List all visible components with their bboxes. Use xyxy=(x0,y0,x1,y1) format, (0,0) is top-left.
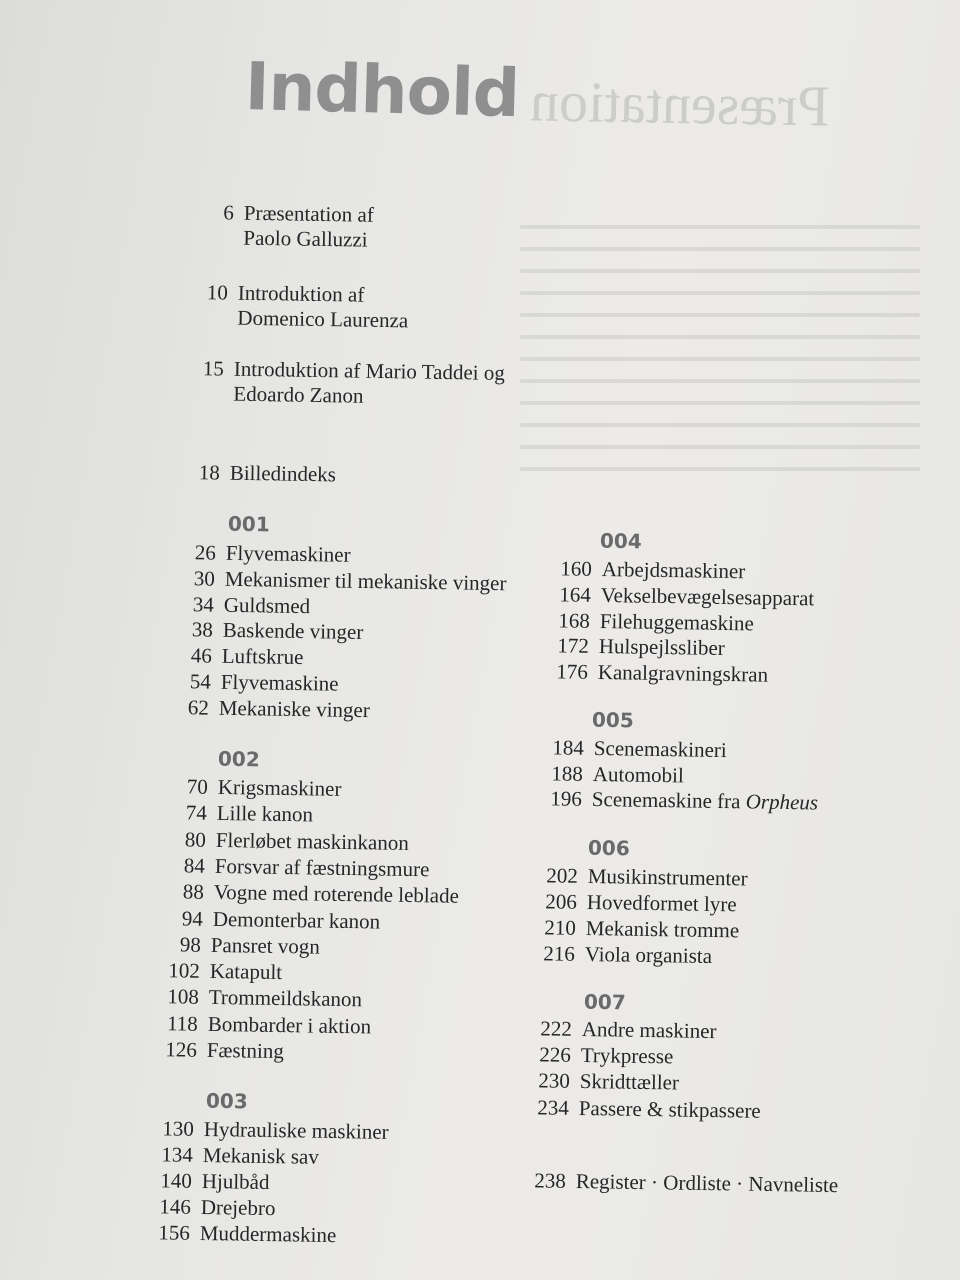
entry-title: Hovedformet lyre xyxy=(586,889,737,917)
page-number: 118 xyxy=(166,1010,199,1036)
toc-intro-entry xyxy=(189,356,505,411)
page-number: 70 xyxy=(186,774,208,799)
page-number: 74 xyxy=(185,800,207,826)
entry-title: Hydrauliske maskiner xyxy=(203,1116,389,1144)
entry-title: Mekaniske vinger xyxy=(219,695,371,722)
toc-entry xyxy=(169,695,370,723)
section-number: 005 xyxy=(591,707,634,733)
page-number: 62 xyxy=(188,695,210,720)
entry-title: Register · Ordliste · Navneliste xyxy=(575,1168,839,1198)
toc-entry xyxy=(139,1168,269,1195)
toc-entry xyxy=(155,879,458,909)
toc-entry xyxy=(536,633,724,661)
entry-title-line: Paolo Galluzzi xyxy=(243,225,368,252)
toc-entry xyxy=(140,1142,318,1170)
toc-entry xyxy=(156,853,429,882)
toc-intro-entry xyxy=(186,460,337,487)
page-number: 188 xyxy=(551,760,583,786)
toc-entry xyxy=(154,906,380,935)
entry-title: Mekanismer til mekaniske vinger xyxy=(224,566,507,596)
page-number: 130 xyxy=(162,1116,194,1141)
entry-title-line: Domenico Laurenza xyxy=(237,305,409,333)
toc-entry xyxy=(158,800,313,827)
page-number: 88 xyxy=(182,879,204,904)
entry-title: Trommeildskanon xyxy=(208,985,363,1012)
page-number: 102 xyxy=(168,958,201,983)
toc-entry xyxy=(516,1095,760,1124)
toc-entry xyxy=(530,761,683,788)
entry-title: Scenemaskine fra xyxy=(591,786,741,814)
toc-intro-entry xyxy=(199,200,374,253)
toc-entry xyxy=(138,1194,275,1221)
page-number: 126 xyxy=(165,1037,197,1062)
toc-entry xyxy=(540,556,746,584)
page-number: 134 xyxy=(161,1142,193,1167)
page-number: 234 xyxy=(536,1094,569,1120)
toc-entry xyxy=(529,786,818,816)
page-number: 202 xyxy=(546,863,578,888)
page-number: 54 xyxy=(189,669,211,694)
section-number: 004 xyxy=(599,528,642,554)
entry-title: Krigsmaskiner xyxy=(217,774,342,801)
page-number: 176 xyxy=(555,659,588,685)
entry-title: Hjulbåd xyxy=(201,1168,270,1195)
toc-entry xyxy=(142,1116,389,1145)
toc-entry xyxy=(152,958,283,985)
entry-title-italic: Orpheus xyxy=(745,789,819,815)
entry-title-line: Billedindeks xyxy=(229,460,337,487)
toc-entry xyxy=(537,608,753,636)
page-number: 210 xyxy=(543,915,576,940)
entry-title: Pansret vogn xyxy=(211,932,321,959)
page-number: 184 xyxy=(552,735,584,760)
entry-title: Vogne med roterende leblade xyxy=(213,880,459,908)
page-number: 108 xyxy=(167,984,200,1010)
entry-title: Kanalgravningskran xyxy=(597,660,768,687)
page-number: 168 xyxy=(557,607,590,633)
entry-title: Vekselbevægelsesapparat xyxy=(600,582,815,611)
show-through-text xyxy=(520,225,920,489)
page-number: 172 xyxy=(556,633,589,659)
entry-title: Flyvemaskiner xyxy=(225,540,351,567)
page-title: Indhold xyxy=(243,48,520,133)
toc-entry xyxy=(153,932,320,960)
entry-title-line: Edoardo Zanon xyxy=(233,381,364,408)
entry-title: Luftskrue xyxy=(221,643,304,670)
page-number: 196 xyxy=(549,786,582,811)
entry-title: Viola organista xyxy=(584,941,712,968)
entry-title: Automobil xyxy=(592,761,684,787)
toc-entry xyxy=(137,1220,336,1248)
entry-title xyxy=(233,357,505,411)
entry-title: Flerløbet maskinkanon xyxy=(215,827,409,855)
entry-title-line: Præsentation af xyxy=(243,200,375,227)
section-number: 006 xyxy=(587,835,630,861)
toc-entry xyxy=(522,941,712,969)
toc-entry xyxy=(172,617,363,645)
toc-entry-register xyxy=(514,1168,839,1198)
entry-title: Fæstning xyxy=(206,1037,285,1064)
entry-title: Musikinstrumenter xyxy=(587,863,748,891)
toc-entry xyxy=(171,643,303,670)
section-number: 001 xyxy=(227,511,270,537)
toc-entry xyxy=(535,659,768,688)
entry-title: Hulspejlssliber xyxy=(598,634,725,661)
page-number: 238 xyxy=(534,1168,566,1193)
page-number: 84 xyxy=(183,853,205,878)
entry-title: Lille kanon xyxy=(216,801,314,827)
page-number: 6 xyxy=(223,200,234,225)
toc-entry xyxy=(538,582,814,611)
entry-title: Andre maskiner xyxy=(581,1016,717,1044)
page-number: 140 xyxy=(159,1168,192,1193)
page-number: 18 xyxy=(198,460,220,485)
entry-title: Demonterbar kanon xyxy=(212,906,380,934)
page-number: 26 xyxy=(194,540,216,565)
page-number: 34 xyxy=(192,591,214,617)
page-number: 206 xyxy=(545,889,577,914)
toc-entry xyxy=(523,915,739,943)
page-number: 164 xyxy=(559,582,591,607)
entry-title: Scenemaskineri xyxy=(593,735,727,763)
entry-title xyxy=(237,281,409,334)
page-number: 94 xyxy=(181,905,203,931)
toc-entry xyxy=(170,669,338,697)
toc-entry xyxy=(149,1037,284,1064)
page-number: 226 xyxy=(539,1042,571,1068)
toc-entry xyxy=(157,827,408,856)
toc-entry xyxy=(524,889,736,917)
toc-entry xyxy=(160,774,342,802)
entry-title xyxy=(243,201,374,253)
section-number: 007 xyxy=(583,989,626,1015)
toc-entry xyxy=(150,1011,372,1039)
entry-title: Muddermaskine xyxy=(199,1220,337,1248)
page-number: 98 xyxy=(180,932,202,957)
entry-title: Trykpresse xyxy=(580,1043,674,1069)
entry-title: Drejebro xyxy=(200,1194,276,1221)
toc-entry xyxy=(517,1068,679,1096)
page-number: 222 xyxy=(540,1016,572,1041)
toc-entry xyxy=(518,1042,673,1069)
toc-intro-entry xyxy=(193,280,409,333)
entry-title: Baskende vinger xyxy=(222,618,364,645)
toc-entry xyxy=(532,735,727,763)
entry-title: Bombarder i aktion xyxy=(207,1011,372,1039)
entry-title: Arbejdsmaskiner xyxy=(601,556,746,584)
section-number: 003 xyxy=(205,1088,248,1114)
page-number: 216 xyxy=(542,941,575,966)
entry-title: Skridttæller xyxy=(579,1069,679,1095)
toc-entry xyxy=(520,1016,717,1044)
page-number: 10 xyxy=(206,280,228,305)
toc-entry xyxy=(151,984,363,1012)
page-number: 38 xyxy=(191,617,213,643)
page-number: 30 xyxy=(193,566,215,591)
entry-title: Flyvemaskine xyxy=(220,669,339,696)
page-number: 156 xyxy=(157,1220,190,1245)
page-number: 46 xyxy=(190,643,212,668)
show-through-title: Præsentation xyxy=(529,68,831,139)
toc-entry xyxy=(526,863,748,891)
entry-title: Guldsmed xyxy=(223,592,311,618)
entry-title xyxy=(230,461,337,488)
toc-entry xyxy=(173,592,310,619)
entry-title: Forsvar af fæstningsmure xyxy=(214,853,430,882)
entry-title-line: Introduktion af Mario Taddei og xyxy=(233,356,506,385)
entry-title-line: Introduktion af xyxy=(237,280,365,307)
section-number: 002 xyxy=(217,746,260,772)
entry-title: Katapult xyxy=(209,959,283,985)
entry-title: Mekanisk sav xyxy=(202,1142,319,1169)
toc-entry xyxy=(174,566,506,596)
toc-entry xyxy=(176,540,351,568)
entry-title: Mekanisk tromme xyxy=(585,915,740,943)
page-number: 15 xyxy=(202,356,224,381)
page-number: 160 xyxy=(560,556,592,581)
page-number: 80 xyxy=(184,827,206,852)
entry-title: Filehuggemaskine xyxy=(599,608,754,635)
page-number: 146 xyxy=(158,1194,191,1219)
page-number: 230 xyxy=(537,1068,570,1094)
entry-title: Passere & stikpassere xyxy=(578,1095,761,1123)
